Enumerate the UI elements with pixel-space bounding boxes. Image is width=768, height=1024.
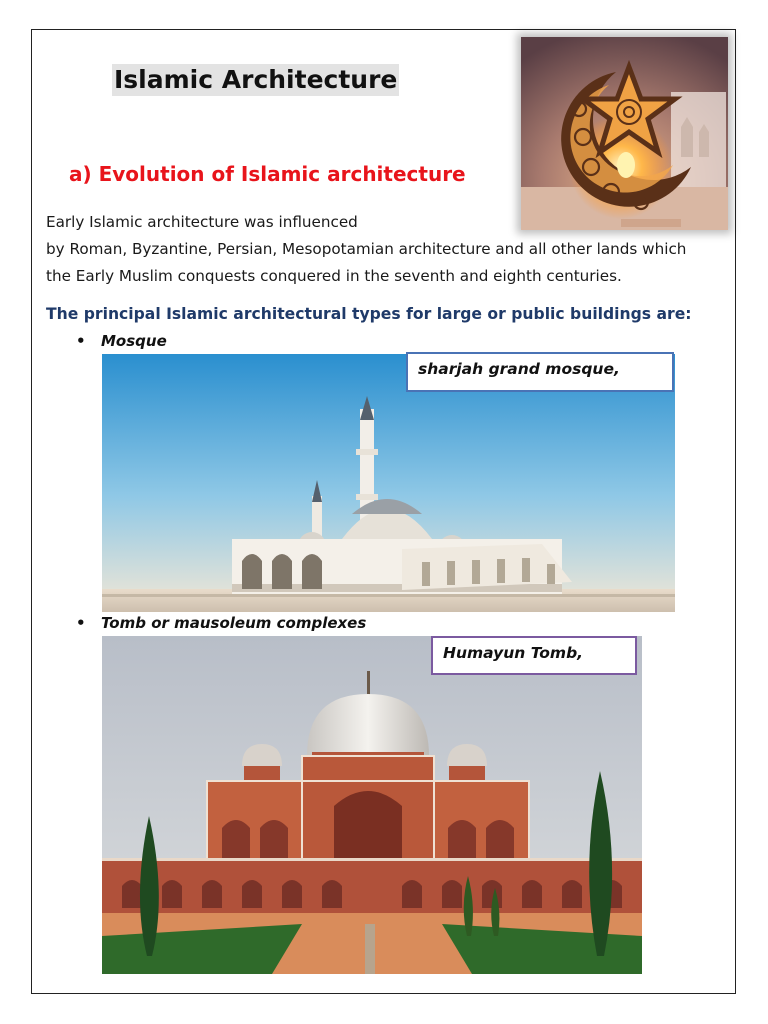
mosque-caption: sharjah grand mosque,	[406, 352, 674, 392]
principal-types-heading: The principal Islamic architectural types for large or public buildings are:	[46, 305, 692, 323]
bullet-marker: •	[76, 332, 86, 350]
paragraph-line: by Roman, Byzantine, Persian, Mesopotamian architecture and all other lands which	[46, 240, 687, 258]
bullet-item-mosque	[76, 332, 167, 350]
bullet-marker: •	[76, 614, 86, 632]
mosque-photo	[102, 354, 675, 612]
humayun-tomb-photo	[102, 636, 642, 974]
document-title: Islamic Architecture	[114, 65, 398, 94]
section-heading: a) Evolution of Islamic architecture	[69, 162, 466, 186]
bullet-item-tomb	[76, 614, 366, 632]
tomb-caption: Humayun Tomb,	[431, 636, 637, 675]
crescent-star-lantern-image	[521, 37, 728, 230]
paragraph-line: Early Islamic architecture was influenced	[46, 213, 358, 231]
bullet-label: Mosque	[101, 332, 167, 350]
bullet-label: Tomb or mausoleum complexes	[101, 614, 367, 632]
paragraph-line: the Early Muslim conquests conquered in the seventh and eighth centuries.	[46, 267, 622, 285]
